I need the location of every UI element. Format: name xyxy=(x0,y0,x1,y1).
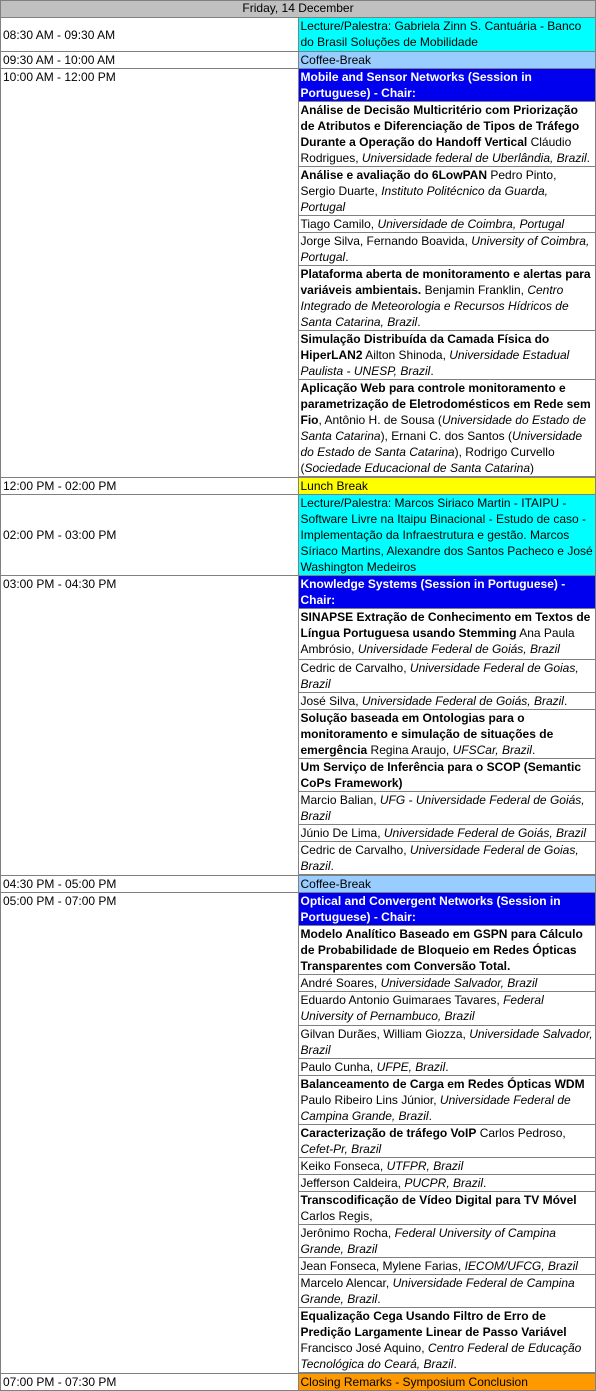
paper-title: Caracterização de tráfego VoIP xyxy=(300,1126,477,1140)
author-line: Jorge Silva, Fernando Boavida, University of Coimbra, Portugal. xyxy=(298,233,596,266)
paper-title: Análise e avaliação do 6LowPAN xyxy=(300,168,488,182)
paper-entry: Balanceamento de Carga em Redes Ópticas WDM Paulo Ribeiro Lins Júnior, Universidade Federal de Campina Grande, Brazil. xyxy=(298,1076,596,1125)
lunch-break-cell: Lunch Break xyxy=(298,478,596,495)
time-slot: 10:00 AM - 12:00 PM xyxy=(1,69,299,478)
author-line: Marcelo Alencar, Universidade Federal de Campina Grande, Brazil. xyxy=(298,1275,596,1308)
paper-title: Aplicação Web para controle monitoramento e parametrização de Eletrodomésticos em Rede sem Fio xyxy=(300,381,591,427)
paper-entry: Plataforma aberta de monitoramento e alertas para variáveis ambientais. Benjamin Franklin, Centro Integrado de Meteorologia e Recursos Hídricos de Santa Catarina, Brazil. xyxy=(298,266,596,331)
lecture-cell: Lecture/Palestra: Gabriela Zinn S. Cantuária - Banco do Brasil Soluções de Mobilidade xyxy=(298,18,596,52)
paper-entry: SINAPSE Extração de Conhecimento em Textos de Língua Portuguesa usando Stemming Ana Paula Ambrósio, Universidade Federal de Goiás, Brazil xyxy=(298,609,596,660)
closing-remarks-cell: Closing Remarks - Symposium Conclusion xyxy=(298,1374,596,1391)
paper-entry: Análise de Decisão Multicritério com Priorização de Atributos e Diferenciação de Tipos de Tráfego Durante a Operação do Handoff Vertical Cláudio Rodrigues, Universidade federal de Uberlândia, Brazil. xyxy=(298,102,596,167)
author-line: Tiago Camilo, Universidade de Coimbra, Portugal xyxy=(298,216,596,233)
paper-title: Balanceamento de Carga em Redes Ópticas WDM xyxy=(300,1077,585,1091)
paper-entry xyxy=(298,759,596,792)
session-header: Optical and Convergent Networks (Session in Portuguese) - Chair: xyxy=(298,893,596,926)
session-header: Knowledge Systems (Session in Portuguese) - Chair: xyxy=(298,576,596,609)
paper-title: Solução baseada em Ontologias para o monitoramento e simulação de situações de emergência xyxy=(300,711,554,757)
author-line: Júnio De Lima, Universidade Federal de Goiás, Brazil xyxy=(298,825,596,842)
paper-entry: Equalização Cega Usando Filtro de Erro de Predição Largamente Linear de Passo Variável Francisco José Aquino, Centro Federal de Educação Tecnológica do Ceará, Brazil. xyxy=(298,1308,596,1373)
author-line: Keiko Fonseca, UTFPR, Brazil xyxy=(298,1158,596,1175)
author-line: André Soares, Universidade Salvador, Brazil xyxy=(298,975,596,992)
author-line: Jerônimo Rocha, Federal University of Campina Grande, Brazil xyxy=(298,1225,596,1258)
time-slot: 08:30 AM - 09:30 AM xyxy=(1,18,299,52)
paper-title: Simulação Distribuída da Camada Física do HiperLAN2 xyxy=(300,332,550,362)
paper-title: Transcodificação de Vídeo Digital para TV Móvel xyxy=(300,1193,577,1207)
paper-entry: Simulação Distribuída da Camada Física do HiperLAN2 Ailton Shinoda, Universidade Estadual Paulista - UNESP, Brazil. xyxy=(298,331,596,380)
time-slot: 09:30 AM - 10:00 AM xyxy=(1,52,299,69)
coffee-break-cell: Coffee-Break xyxy=(298,876,596,893)
time-slot: 12:00 PM - 02:00 PM xyxy=(1,478,299,495)
author-line: Marcio Balian, UFG - Universidade Federal de Goiás, Brazil xyxy=(298,792,596,825)
time-slot: 07:00 PM - 07:30 PM xyxy=(1,1374,299,1391)
author-line: Jefferson Caldeira, PUCPR, Brazil. xyxy=(298,1175,596,1192)
session-header: Mobile and Sensor Networks (Session in Portuguese) - Chair: xyxy=(298,69,596,102)
paper-title: Plataforma aberta de monitoramento e alertas para variáveis ambientais. xyxy=(300,267,591,297)
paper-title: Equalização Cega Usando Filtro de Erro de Predição Largamente Linear de Passo Variável xyxy=(300,1309,567,1339)
paper-title: SINAPSE Extração de Conhecimento em Textos de Língua Portuguesa usando Stemming xyxy=(300,610,591,640)
paper-entry xyxy=(298,926,596,975)
author-line: Cedric de Carvalho, Universidade Federal de Goias, Brazil xyxy=(298,660,596,693)
time-slot: 03:00 PM - 04:30 PM xyxy=(1,576,299,876)
author-line: José Silva, Universidade Federal de Goiás, Brazil. xyxy=(298,693,596,710)
time-slot: 04:30 PM - 05:00 PM xyxy=(1,876,299,893)
author-line: Jean Fonseca, Mylene Farias, IECOM/UFCG, Brazil xyxy=(298,1258,596,1275)
paper-entry: Análise e avaliação do 6LowPAN Pedro Pinto, Sergio Duarte, Instituto Politécnico da Guarda, Portugal xyxy=(298,167,596,216)
author-line: Gilvan Durães, William Giozza, Universidade Salvador, Brazil xyxy=(298,1026,596,1059)
paper-entry: Caracterização de tráfego VoIP Carlos Pedroso, Cefet-Pr, Brazil xyxy=(298,1125,596,1158)
day-header: Friday, 14 December xyxy=(1,1,596,18)
time-slot: 02:00 PM - 03:00 PM xyxy=(1,495,299,576)
coffee-break-cell: Coffee-Break xyxy=(298,52,596,69)
paper-title: Análise de Decisão Multicritério com Priorização de Atributos e Diferenciação de Tipos de Tráfego Durante a Operação do Handoff Vertical xyxy=(300,103,580,149)
lecture-cell: Lecture/Palestra: Marcos Siriaco Martin - ITAIPU - Software Livre na Itaipu Binacional - Estudo de caso - Implementação da Infraestrutura e gestão. Marcos Síriaco Martins, Alexandre dos Santos Pacheco e José Washington Medeiros xyxy=(298,495,596,576)
paper-entry: Transcodificação de Vídeo Digital para TV Móvel Carlos Regis, xyxy=(298,1192,596,1225)
author-line: Eduardo Antonio Guimaraes Tavares, Federal University of Pernambuco, Brazil xyxy=(298,992,596,1026)
paper-entry: Solução baseada em Ontologias para o monitoramento e simulação de situações de emergência Regina Araujo, UFSCar, Brazil. xyxy=(298,710,596,759)
author-line: Cedric de Carvalho, Universidade Federal de Goias, Brazil. xyxy=(298,842,596,875)
paper-title: Modelo Analítico Baseado em GSPN para Cálculo de Probabilidade de Bloqueio em Redes Ópticas Transparentes com Conversão Total. xyxy=(300,927,583,973)
paper-entry: Aplicação Web para controle monitoramento e parametrização de Eletrodomésticos em Rede sem Fio, Antônio H. de Sousa (Universidade do Estado de Santa Catarina), Ernani C. dos Santos (Universidade do Estado de Santa Catarina), Rodrigo Curvello (Sociedade Educacional de Santa Catarina) xyxy=(298,380,596,477)
paper-title: Um Serviço de Inferência para o SCOP (Semantic CoPs Framework) xyxy=(300,760,582,790)
author-line: Paulo Cunha, UFPE, Brazil. xyxy=(298,1059,596,1076)
time-slot: 05:00 PM - 07:00 PM xyxy=(1,893,299,1374)
